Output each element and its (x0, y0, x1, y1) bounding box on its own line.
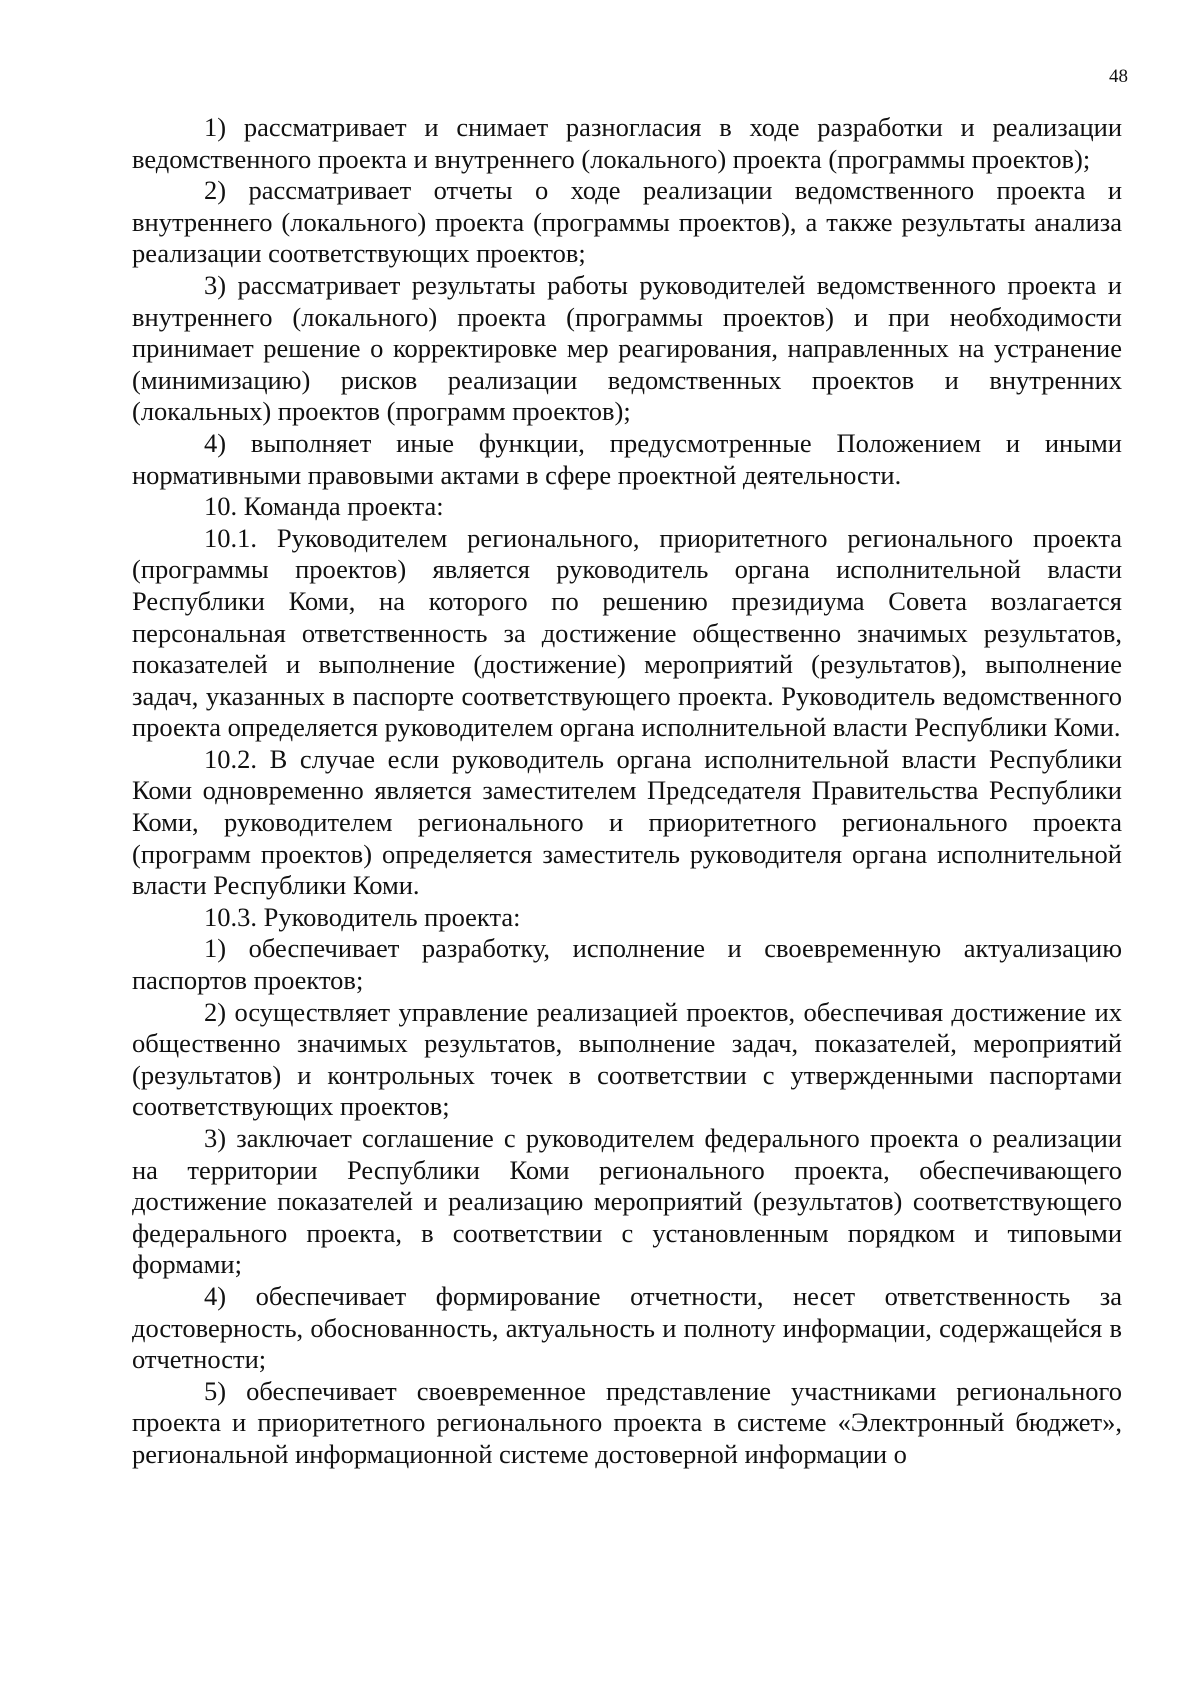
paragraph-10-3-item-1: 1) обеспечивает разработку, исполнение и своевременную актуализацию паспортов проектов; (132, 933, 1122, 996)
paragraph-item-4: 4) выполняет иные функции, предусмотренные Положением и иными нормативными правовыми актами в сфере проектной деятельности. (132, 427, 1122, 490)
section-heading-10-3: 10.3. Руководитель проекта: (204, 901, 521, 932)
paragraph-10-3-item-5: 5) обеспечивает своевременное представление участниками регионального проекта и приоритетного регионального проекта в системе «Электронный бюджет», региональной информационной системе достоверной информации о (132, 1375, 1122, 1469)
paragraph-item-2: 2) рассматривает отчеты о ходе реализации ведомственного проекта и внутреннего (локального) проекта (программы проектов), а также результаты анализа реализации соответствующих проектов; (132, 175, 1122, 269)
paragraph-item-3: 3) рассматривает результаты работы руководителей ведомственного проекта и внутреннего (локального) проекта (программы проектов) и при необходимости принимает решение о корректировке мер реагирования, направленных на устранение (минимизацию) рисков реализации ведомственных проектов и внутренних (локальных) проектов (программ проектов); (132, 269, 1122, 427)
document-body (132, 112, 1122, 1471)
section-heading-10: 10. Команда проекта: (204, 491, 444, 522)
page-number: 48 (1109, 66, 1128, 87)
paragraph-10-3-item-4: 4) обеспечивает формирование отчетности, несет ответственность за достоверность, обоснованность, актуальность и полноту информации, содержащейся в отчетности; (132, 1280, 1122, 1375)
paragraph-10-1: 10.1. Руководителем регионального, приоритетного регионального проекта (программы проектов) является руководитель органа исполнительной власти Республики Коми, на которого по решению президиума Совета возлагается персональная ответственность за достижение общественно значимых результатов, показателей и выполнение (достижение) мероприятий (результатов), выполнение задач, указанных в паспорте соответствующего проекта. Руководитель ведомственного проекта определяется руководителем органа исполнительной власти Республики Коми. (132, 522, 1122, 743)
paragraph-10-2: 10.2. В случае если руководитель органа исполнительной власти Республики Коми одновременно является заместителем Председателя Правительства Республики Коми, руководителем регионального и приоритетного регионального проекта (программ проектов) определяется заместитель руководителя органа исполнительной власти Республики Коми. (132, 743, 1122, 901)
paragraph-item-1: 1) рассматривает и снимает разногласия в ходе разработки и реализации ведомственного проекта и внутреннего (локального) проекта (программы проектов); (132, 112, 1122, 174)
paragraph-10-3-item-2: 2) осуществляет управление реализацией проектов, обеспечивая достижение их общественно значимых результатов, выполнение задач, показателей, мероприятий (результатов) и контрольных точек в соответствии с утвержденными паспортами соответствующих проектов; (132, 996, 1122, 1122)
paragraph-10-3-item-3: 3) заключает соглашение с руководителем федерального проекта о реализации на территории Республики Коми регионального проекта, обеспечивающего достижение показателей и реализацию мероприятий (результатов) соответствующего федерального проекта, в соответствии с установленным порядком и типовыми формами; (132, 1123, 1122, 1280)
